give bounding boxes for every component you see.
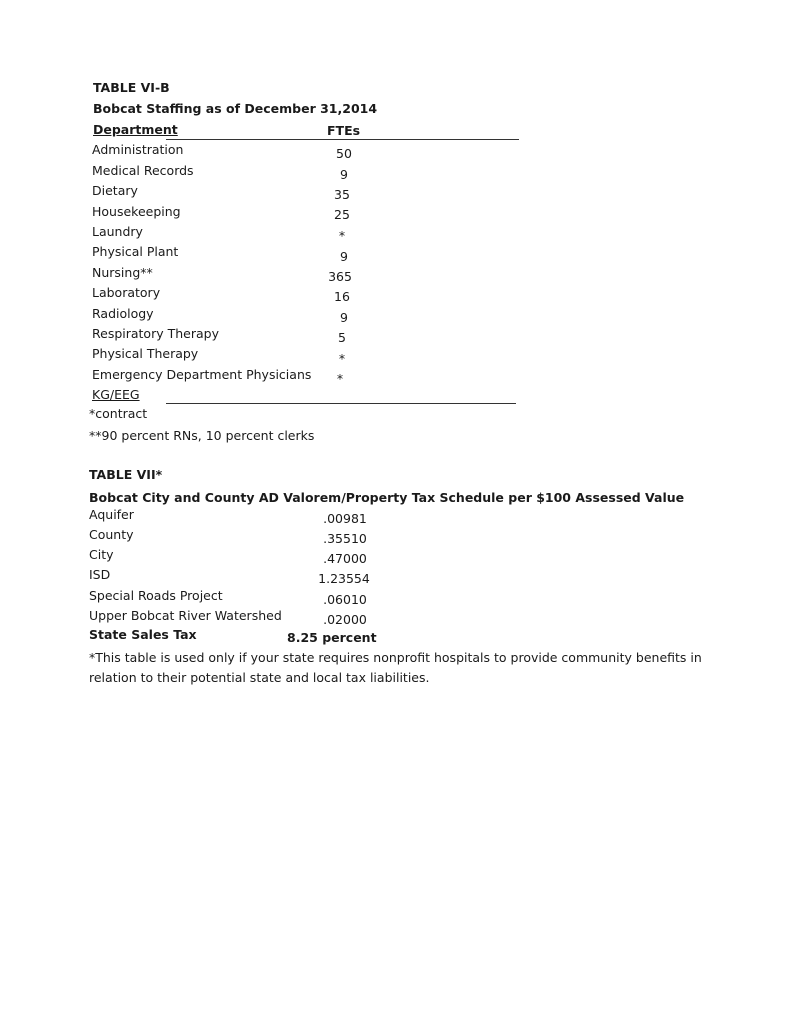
tax-value: .47000 [323,551,367,566]
table-row: Emergency Department Physicians [92,367,312,382]
table-cell-ftes: 365 [328,269,352,284]
table-cell-ftes: * [336,371,344,386]
tax-value: .00981 [323,511,367,526]
tax-value: 1.23554 [318,571,370,586]
table-vii-title: Bobcat City and County AD Valorem/Property Tax Schedule per $100 Assessed Value [89,490,685,505]
header-rule [166,139,519,140]
table-cell-ftes: 9 [340,310,348,325]
table-row: Housekeeping [92,204,181,219]
column-header-department: Department [93,122,178,137]
table-row: KG/EEG [92,387,140,402]
table-row: Nursing** [92,265,153,280]
table-row: Physical Therapy [92,346,199,361]
table-vib-title: Bobcat Staffing as of December 31,2014 [93,101,378,116]
table-cell-ftes: 9 [340,167,348,182]
sales-tax-value: 8.25 percent [287,630,377,645]
table-row: Dietary [92,183,138,198]
table-cell-ftes: * [338,228,346,243]
table-row: Radiology [92,306,154,321]
table-cell-ftes: 50 [336,146,352,161]
table-cell-ftes: 9 [340,249,348,264]
table-row: County [89,527,134,542]
table-row: Aquifer [89,507,134,522]
table-cell-ftes: 5 [338,330,346,345]
table-vib-label: TABLE VI-B [93,80,170,95]
tax-value: .06010 [323,592,367,607]
footer-rule [166,403,516,404]
table-cell-ftes: 35 [334,187,350,202]
footnote-nursing: **90 percent RNs, 10 percent clerks [89,428,315,443]
table-row: Physical Plant [92,244,179,259]
table-row: ISD [89,567,111,582]
table-row: City [89,547,114,562]
table-vii-label: TABLE VII* [89,467,163,482]
tax-value: .02000 [323,612,367,627]
table-row: Administration [92,142,184,157]
table-row: Special Roads Project [89,588,223,603]
table-cell-ftes: 16 [334,289,350,304]
column-header-ftes: FTEs [327,123,361,138]
table-row: Laboratory [92,285,161,300]
table-row: Upper Bobcat River Watershed [89,608,282,623]
tax-value: .35510 [323,531,367,546]
table-row: Medical Records [92,163,194,178]
table-cell-ftes: * [338,351,346,366]
table-row: Laundry [92,224,143,239]
sales-tax-label: State Sales Tax [89,627,197,642]
table-cell-ftes: 25 [334,207,350,222]
tax-footnote-line-2: relation to their potential state and local tax liabilities. [89,670,430,685]
table-row: Respiratory Therapy [92,326,219,341]
footnote-contract: *contract [89,406,148,421]
tax-footnote-line-1: *This table is used only if your state requires nonprofit hospitals to provide community benefits in [89,650,702,665]
